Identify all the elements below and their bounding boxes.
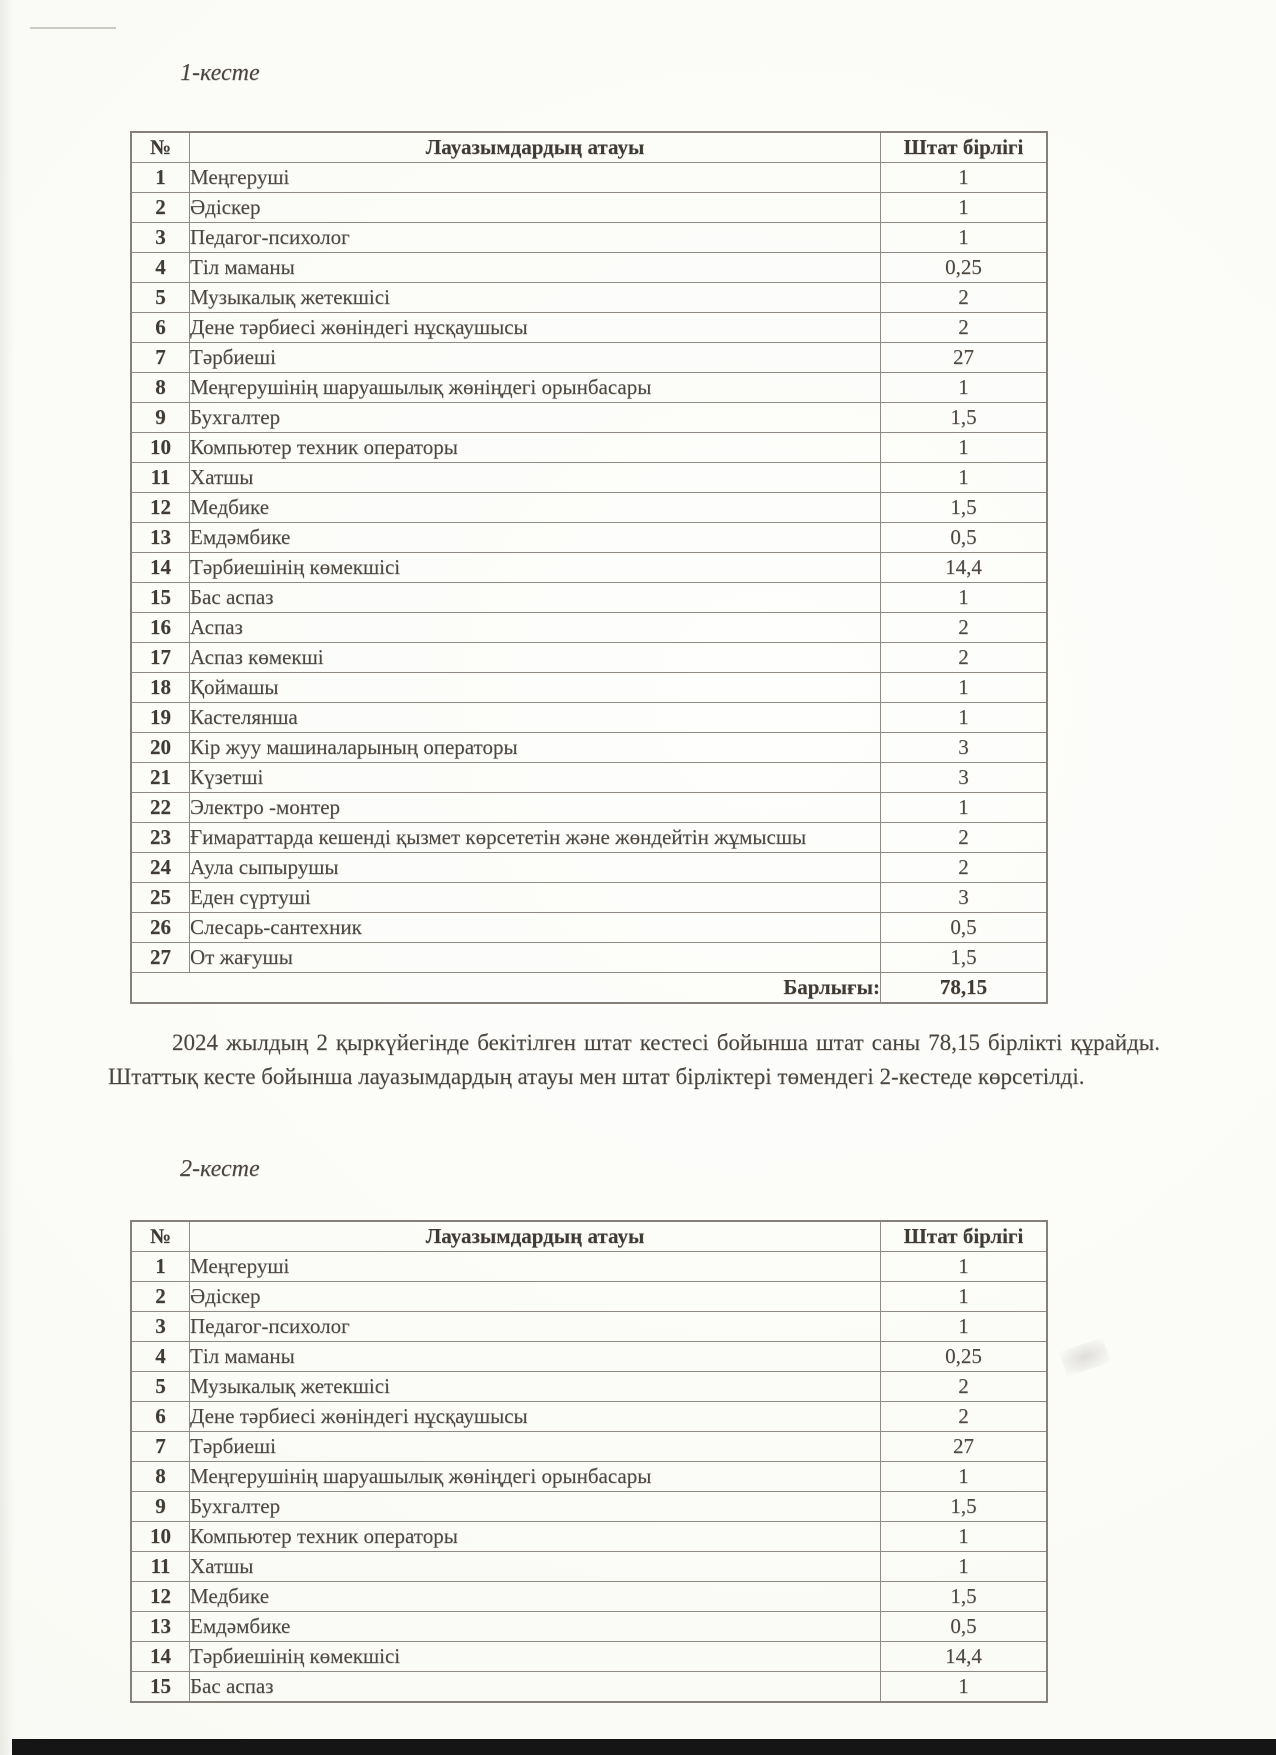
- position-name-header: Лауазымдардың атауы: [190, 1221, 881, 1252]
- position-name-cell: Педагог-психолог: [190, 223, 881, 253]
- row-number-cell: 11: [131, 463, 190, 493]
- staff-units-cell: 2: [881, 1372, 1048, 1402]
- staff-units-cell: 2: [881, 853, 1048, 883]
- row-number-cell: 4: [131, 1342, 190, 1372]
- staff-units-cell: 2: [881, 313, 1048, 343]
- position-name-cell: Музыкалық жетекшісі: [190, 1372, 881, 1402]
- position-name-cell: Дене тәрбиесі жөніндегі нұсқаушысы: [190, 313, 881, 343]
- staff-units-cell: 14,4: [881, 553, 1048, 583]
- position-name-cell: Меңгеруші: [190, 1252, 881, 1282]
- position-name-cell: Емдәмбике: [190, 1612, 881, 1642]
- position-name-cell: Ғимараттарда кешенді қызмет көрсететін және жөндейтін жұмысшы: [190, 823, 881, 853]
- table-row: [131, 373, 1047, 403]
- staff-units-cell: 1,5: [881, 943, 1048, 973]
- staff-units-cell: 1: [881, 163, 1048, 193]
- position-name-cell: Меңгеруші: [190, 163, 881, 193]
- staff-units-cell: 1,5: [881, 403, 1048, 433]
- row-number-cell: 1: [131, 163, 190, 193]
- staff-units-cell: 1: [881, 193, 1048, 223]
- table-row: [131, 313, 1047, 343]
- header-row: [131, 1221, 1047, 1252]
- row-number-cell: 15: [131, 1672, 190, 1703]
- staff-units-cell: 1: [881, 793, 1048, 823]
- staff-units-cell: 1: [881, 1522, 1048, 1552]
- row-number-cell: 9: [131, 1492, 190, 1522]
- staff-units-cell: 2: [881, 823, 1048, 853]
- table-row: [131, 913, 1047, 943]
- row-number-cell: 3: [131, 1312, 190, 1342]
- table-row: [131, 253, 1047, 283]
- position-name-cell: Әдіскер: [190, 193, 881, 223]
- row-number-cell: 11: [131, 1552, 190, 1582]
- row-number-cell: 5: [131, 1372, 190, 1402]
- table-row: [131, 193, 1047, 223]
- staff-units-cell: 1: [881, 463, 1048, 493]
- staff-units-header: Штат бірлігі: [881, 1221, 1048, 1252]
- row-number-cell: 21: [131, 763, 190, 793]
- staff-units-cell: 0,5: [881, 523, 1048, 553]
- staff-units-cell: 2: [881, 643, 1048, 673]
- row-number-cell: 24: [131, 853, 190, 883]
- staff-units-cell: 1: [881, 1672, 1048, 1703]
- position-name-cell: Бас аспаз: [190, 1672, 881, 1703]
- table-row: [131, 163, 1047, 193]
- position-name-cell: Аспаз көмекші: [190, 643, 881, 673]
- position-name-cell: Еден сүртуші: [190, 883, 881, 913]
- position-name-cell: Меңгерушінің шаруашылық жөніңдегі орынбасары: [190, 1462, 881, 1492]
- staff-units-cell: 2: [881, 283, 1048, 313]
- total-row: [131, 973, 1047, 1004]
- row-number-cell: 6: [131, 1402, 190, 1432]
- position-name-cell: Тіл маманы: [190, 1342, 881, 1372]
- staff-units-cell: 27: [881, 1432, 1048, 1462]
- row-number-cell: 6: [131, 313, 190, 343]
- table-row: [131, 1462, 1047, 1492]
- table-1-title: 1-кесте: [180, 60, 260, 86]
- row-number-cell: 13: [131, 523, 190, 553]
- position-name-cell: Әдіскер: [190, 1282, 881, 1312]
- staff-units-cell: 2: [881, 1402, 1048, 1432]
- table-row: [131, 1342, 1047, 1372]
- position-name-header: Лауазымдардың атауы: [190, 132, 881, 163]
- position-name-cell: Тәрбиешінің көмекшісі: [190, 553, 881, 583]
- position-name-cell: Бухгалтер: [190, 1492, 881, 1522]
- row-number-cell: 10: [131, 1522, 190, 1552]
- position-name-cell: Медбике: [190, 493, 881, 523]
- table-row: [131, 1672, 1047, 1703]
- row-number-cell: 27: [131, 943, 190, 973]
- scan-artifact-bottom-edge: [12, 1739, 1276, 1755]
- table-row: [131, 793, 1047, 823]
- position-name-cell: Кір жуу машиналарының операторы: [190, 733, 881, 763]
- row-number-cell: 7: [131, 343, 190, 373]
- position-name-cell: Аула сыпырушы: [190, 853, 881, 883]
- row-number-cell: 14: [131, 553, 190, 583]
- staff-units-cell: 1: [881, 1552, 1048, 1582]
- position-name-cell: Меңгерушінің шаруашылық жөніңдегі орынбасары: [190, 373, 881, 403]
- staff-units-cell: 1: [881, 433, 1048, 463]
- staff-units-cell: 1: [881, 223, 1048, 253]
- position-name-cell: Хатшы: [190, 1552, 881, 1582]
- table-row: [131, 673, 1047, 703]
- position-name-cell: От жағушы: [190, 943, 881, 973]
- position-name-cell: Күзетші: [190, 763, 881, 793]
- staff-units-cell: 0,25: [881, 253, 1048, 283]
- table-row: [131, 1582, 1047, 1612]
- row-number-cell: 18: [131, 673, 190, 703]
- row-number-cell: 2: [131, 1282, 190, 1312]
- row-number-cell: 7: [131, 1432, 190, 1462]
- table-row: [131, 1282, 1047, 1312]
- row-number-cell: 12: [131, 1582, 190, 1612]
- position-name-cell: Компьютер техник операторы: [190, 1522, 881, 1552]
- row-number-cell: 1: [131, 1252, 190, 1282]
- position-name-cell: Медбике: [190, 1582, 881, 1612]
- staff-table-2: [130, 1220, 1048, 1703]
- position-name-cell: Музыкалық жетекшісі: [190, 283, 881, 313]
- table-row: [131, 1642, 1047, 1672]
- table-row: [131, 1552, 1047, 1582]
- row-number-cell: 4: [131, 253, 190, 283]
- position-name-cell: Тәрбиешінің көмекшісі: [190, 1642, 881, 1672]
- table-row: [131, 1372, 1047, 1402]
- position-name-cell: Кастелянша: [190, 703, 881, 733]
- row-number-cell: 14: [131, 1642, 190, 1672]
- table-row: [131, 613, 1047, 643]
- table-row: [131, 763, 1047, 793]
- staff-units-cell: 1: [881, 1252, 1048, 1282]
- total-label: Барлығы:: [131, 973, 881, 1004]
- staff-units-cell: 0,5: [881, 913, 1048, 943]
- table-row: [131, 643, 1047, 673]
- row-number-cell: 3: [131, 223, 190, 253]
- position-name-cell: Электро -монтер: [190, 793, 881, 823]
- table-row: [131, 403, 1047, 433]
- row-number-cell: 25: [131, 883, 190, 913]
- table-row: [131, 583, 1047, 613]
- table-row: [131, 493, 1047, 523]
- position-name-cell: Емдәмбике: [190, 523, 881, 553]
- staff-units-cell: 0,5: [881, 1612, 1048, 1642]
- row-number-header: №: [131, 1221, 190, 1252]
- staff-units-cell: 3: [881, 883, 1048, 913]
- staff-units-cell: 1: [881, 1282, 1048, 1312]
- staff-units-cell: 1: [881, 1312, 1048, 1342]
- row-number-cell: 19: [131, 703, 190, 733]
- row-number-cell: 12: [131, 493, 190, 523]
- staff-units-cell: 1,5: [881, 1492, 1048, 1522]
- staff-units-cell: 1: [881, 703, 1048, 733]
- position-name-cell: Бас аспаз: [190, 583, 881, 613]
- row-number-cell: 2: [131, 193, 190, 223]
- table-row: [131, 883, 1047, 913]
- table-row: [131, 733, 1047, 763]
- row-number-cell: 8: [131, 373, 190, 403]
- row-number-cell: 9: [131, 403, 190, 433]
- staff-units-cell: 3: [881, 763, 1048, 793]
- staff-units-cell: 1: [881, 1462, 1048, 1492]
- row-number-header: №: [131, 132, 190, 163]
- row-number-cell: 13: [131, 1612, 190, 1642]
- position-name-cell: Хатшы: [190, 463, 881, 493]
- position-name-cell: Тәрбиеші: [190, 343, 881, 373]
- position-name-cell: Бухгалтер: [190, 403, 881, 433]
- table-row: [131, 223, 1047, 253]
- staff-table-1: [130, 131, 1048, 1004]
- table-row: [131, 853, 1047, 883]
- table-row: [131, 523, 1047, 553]
- position-name-cell: Аспаз: [190, 613, 881, 643]
- table-row: [131, 1612, 1047, 1642]
- staff-units-cell: 3: [881, 733, 1048, 763]
- row-number-cell: 15: [131, 583, 190, 613]
- table-row: [131, 703, 1047, 733]
- row-number-cell: 20: [131, 733, 190, 763]
- position-name-cell: Қоймашы: [190, 673, 881, 703]
- staff-units-cell: 27: [881, 343, 1048, 373]
- table-row: [131, 343, 1047, 373]
- staff-units-cell: 14,4: [881, 1642, 1048, 1672]
- total-value: 78,15: [881, 973, 1048, 1004]
- row-number-cell: 16: [131, 613, 190, 643]
- table-row: [131, 1522, 1047, 1552]
- table-row: [131, 463, 1047, 493]
- header-row: [131, 132, 1047, 163]
- position-name-cell: Компьютер техник операторы: [190, 433, 881, 463]
- staff-units-header: Штат бірлігі: [881, 132, 1048, 163]
- position-name-cell: Педагог-психолог: [190, 1312, 881, 1342]
- table-2-title: 2-кесте: [180, 1156, 260, 1182]
- staff-units-cell: 1: [881, 583, 1048, 613]
- position-name-cell: Слесарь-сантехник: [190, 913, 881, 943]
- table-row: [131, 823, 1047, 853]
- scan-artifact-top-line: [30, 27, 116, 29]
- table-row: [131, 1432, 1047, 1462]
- table-row: [131, 1492, 1047, 1522]
- table-row: [131, 1312, 1047, 1342]
- body-paragraph: 2024 жылдың 2 қыркүйегінде бекітілген штат кестесі бойынша штат саны 78,15 бірлікті құрайды. Штаттық кесте бойынша лауазымдардың атауы мен штат бірліктері төмендегі 2-кестеде көрсетілді.: [108, 1030, 1160, 1089]
- position-name-cell: Тіл маманы: [190, 253, 881, 283]
- position-name-cell: Дене тәрбиесі жөніндегі нұсқаушысы: [190, 1402, 881, 1432]
- table-row: [131, 283, 1047, 313]
- table-row: [131, 433, 1047, 463]
- row-number-cell: 10: [131, 433, 190, 463]
- staff-units-cell: 1: [881, 673, 1048, 703]
- position-name-cell: Тәрбиеші: [190, 1432, 881, 1462]
- row-number-cell: 5: [131, 283, 190, 313]
- row-number-cell: 26: [131, 913, 190, 943]
- row-number-cell: 22: [131, 793, 190, 823]
- staff-units-cell: 1,5: [881, 1582, 1048, 1612]
- table-row: [131, 943, 1047, 973]
- table-row: [131, 1402, 1047, 1432]
- row-number-cell: 23: [131, 823, 190, 853]
- staff-units-cell: 2: [881, 613, 1048, 643]
- table-row: [131, 553, 1047, 583]
- staff-units-cell: 0,25: [881, 1342, 1048, 1372]
- row-number-cell: 8: [131, 1462, 190, 1492]
- staff-units-cell: 1,5: [881, 493, 1048, 523]
- row-number-cell: 17: [131, 643, 190, 673]
- scan-artifact-smudge: [1059, 1338, 1111, 1377]
- staff-units-cell: 1: [881, 373, 1048, 403]
- table-row: [131, 1252, 1047, 1282]
